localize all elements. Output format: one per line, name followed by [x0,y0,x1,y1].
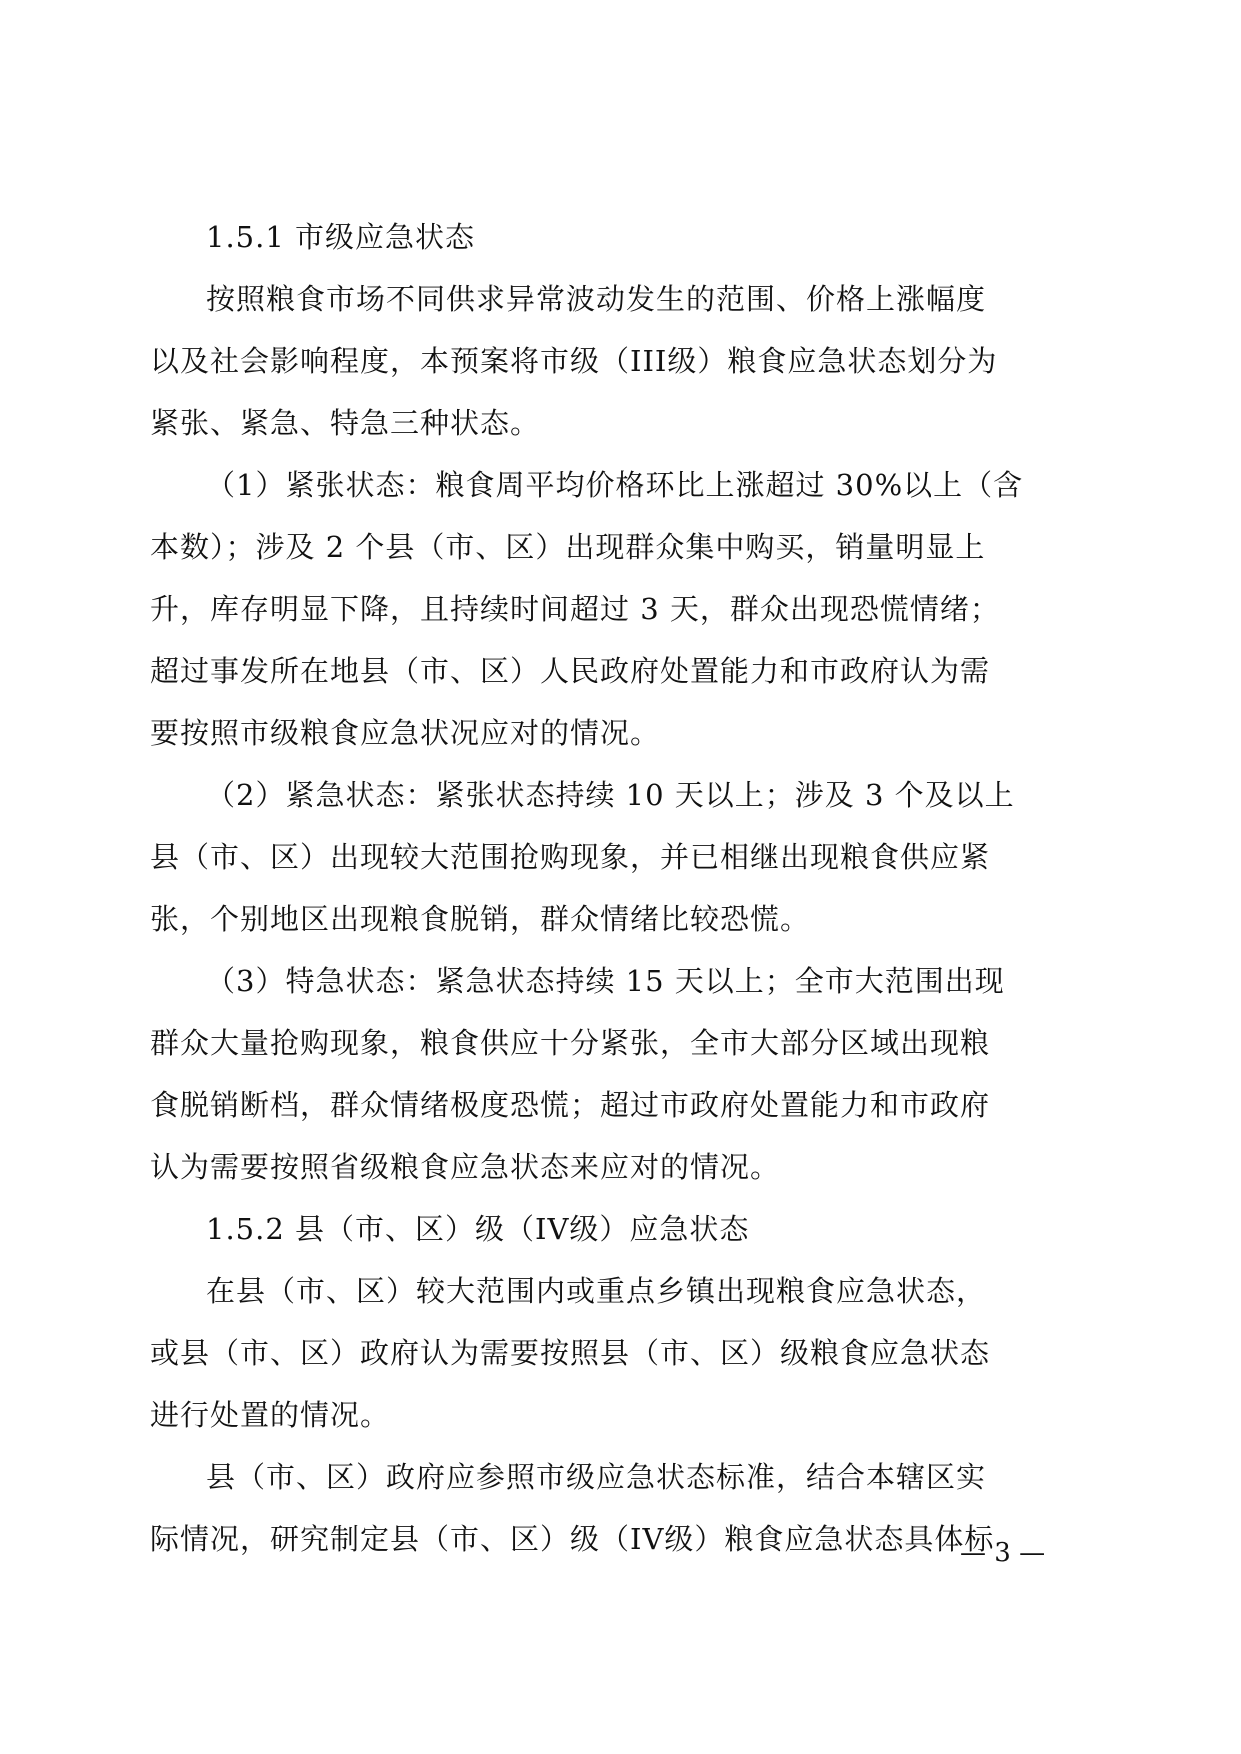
text-line: 县（市、区）出现较大范围抢购现象，并已相继出现粮食供应紧 [150,840,991,874]
text-line: 升，库存明显下降，且持续时间超过 3 天，群众出现恐慌情绪； [150,592,1000,626]
page-number: — 3 — [960,1538,1046,1568]
text-line: 1.5.2 县（市、区）级（IV级）应急状态 [206,1212,750,1246]
text-line: 群众大量抢购现象，粮食供应十分紧张，全市大部分区域出现粮 [150,1026,991,1060]
text-line: 或县（市、区）政府认为需要按照县（市、区）级粮食应急状态 [150,1336,991,1370]
text-line: 食脱销断档，群众情绪极度恐慌；超过市政府处置能力和市政府 [150,1088,991,1122]
text-line: 际情况，研究制定县（市、区）级（IV级）粮食应急状态具体标 [150,1522,995,1556]
text-line: 1.5.1 市级应急状态 [206,220,476,254]
text-line: 进行处置的情况。 [150,1398,391,1432]
text-line: （3）特急状态：紧急状态持续 15 天以上；全市大范围出现 [206,964,1005,998]
text-line: 要按照市级粮食应急状况应对的情况。 [150,716,661,750]
text-line: （2）紧急状态：紧张状态持续 10 天以上；涉及 3 个及以上 [206,778,1015,812]
text-line: 在县（市、区）较大范围内或重点乡镇出现粮食应急状态， [206,1274,987,1308]
text-line: 张，个别地区出现粮食脱销，群众情绪比较恐慌。 [150,902,811,936]
text-line: 以及社会影响程度，本预案将市级（III级）粮食应急状态划分为 [150,344,998,378]
text-line: 紧张、紧急、特急三种状态。 [150,406,541,440]
text-line: 按照粮食市场不同供求异常波动发生的范围、价格上涨幅度 [206,282,987,316]
text-line: （1）紧张状态：粮食周平均价格环比上涨超过 30%以上（含 [206,468,1024,502]
text-line: 本数）；涉及 2 个县（市、区）出现群众集中购买，销量明显上 [150,530,986,564]
text-line: 超过事发所在地县（市、区）人民政府处置能力和市政府认为需 [150,654,991,688]
text-line: 县（市、区）政府应参照市级应急状态标准，结合本辖区实 [206,1460,987,1494]
text-line: 认为需要按照省级粮食应急状态来应对的情况。 [150,1150,781,1184]
